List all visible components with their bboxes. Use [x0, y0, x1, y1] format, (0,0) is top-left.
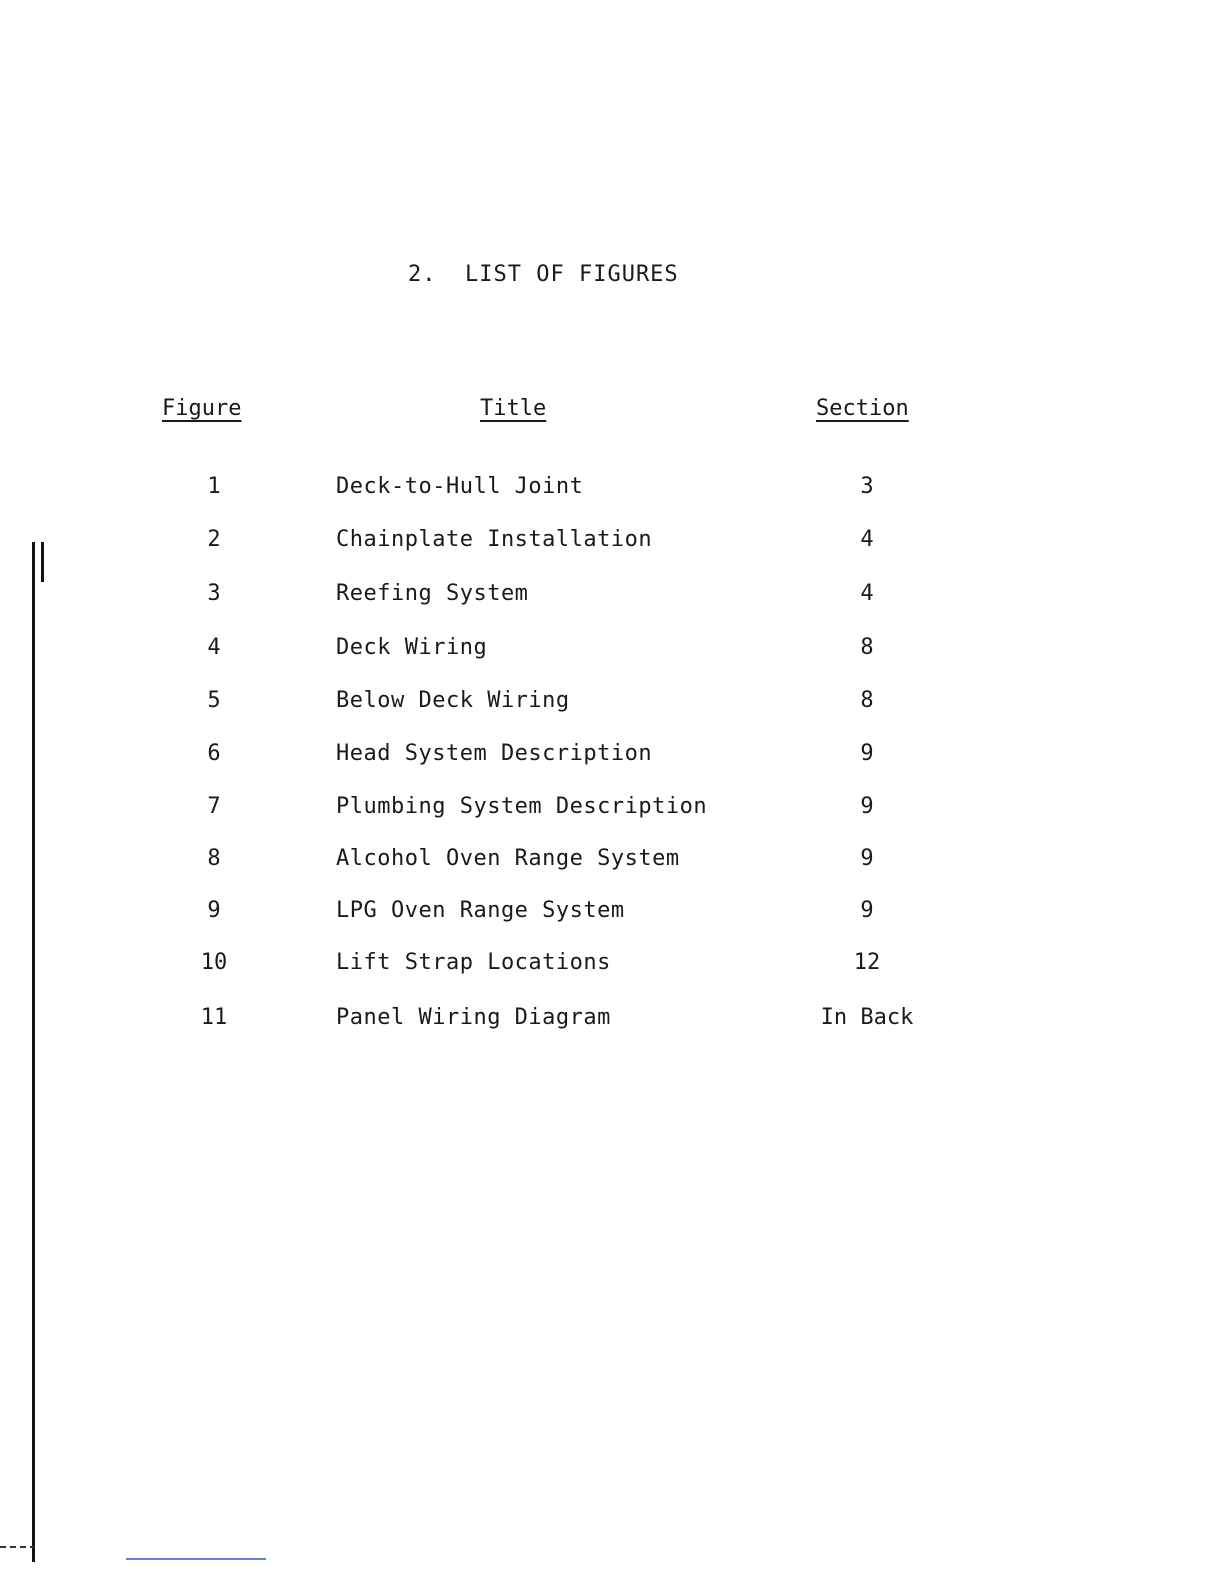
table-row	[0, 581, 1224, 611]
figure-section: 9	[860, 898, 874, 923]
figure-number: 11	[200, 1005, 228, 1030]
figure-title: Plumbing System Description	[336, 794, 708, 819]
figure-section: 9	[860, 741, 874, 766]
table-row	[0, 688, 1224, 718]
figure-title: LPG Oven Range System	[336, 898, 625, 923]
figure-section: 3	[860, 474, 874, 499]
figure-number: 6	[207, 741, 221, 766]
figure-number: 9	[207, 898, 221, 923]
scan-dash-artifact	[0, 1546, 34, 1548]
figure-section: 9	[860, 794, 874, 819]
figure-section: 4	[860, 527, 874, 552]
figure-title: Deck-to-Hull Joint	[336, 474, 584, 499]
table-row	[0, 794, 1224, 824]
figure-number: 3	[207, 581, 221, 606]
table-row	[0, 846, 1224, 876]
table-row	[0, 635, 1224, 665]
figure-number: 10	[200, 950, 228, 975]
table-row	[0, 898, 1224, 928]
table-row	[0, 950, 1224, 980]
table-row	[0, 741, 1224, 771]
figure-section: In Back	[820, 1005, 914, 1030]
column-header-figure: Figure	[162, 396, 242, 421]
page-title	[408, 262, 679, 287]
figure-title: Chainplate Installation	[336, 527, 653, 552]
table-row	[0, 1005, 1224, 1035]
figure-number: 1	[207, 474, 221, 499]
figure-title: Below Deck Wiring	[336, 688, 570, 713]
column-header-title: Title	[480, 396, 547, 421]
figure-title: Lift Strap Locations	[336, 950, 611, 975]
figure-section: 4	[860, 581, 874, 606]
figure-section: 12	[853, 950, 881, 975]
figure-title: Deck Wiring	[336, 635, 488, 660]
figure-title: Head System Description	[336, 741, 653, 766]
scan-bottom-line	[126, 1558, 266, 1560]
figure-title: Alcohol Oven Range System	[336, 846, 680, 871]
figure-number: 2	[207, 527, 221, 552]
table-row	[0, 527, 1224, 557]
figure-title: Panel Wiring Diagram	[336, 1005, 611, 1030]
figure-number: 4	[207, 635, 221, 660]
figure-number: 8	[207, 846, 221, 871]
section-title: LIST OF FIGURES	[465, 262, 679, 287]
figure-section: 9	[860, 846, 874, 871]
figure-number: 7	[207, 794, 221, 819]
figure-number: 5	[207, 688, 221, 713]
section-number: 2.	[408, 262, 437, 287]
figure-section: 8	[860, 688, 874, 713]
figure-section: 8	[860, 635, 874, 660]
column-header-section: Section	[816, 396, 909, 421]
table-row	[0, 474, 1224, 504]
figure-title: Reefing System	[336, 581, 529, 606]
